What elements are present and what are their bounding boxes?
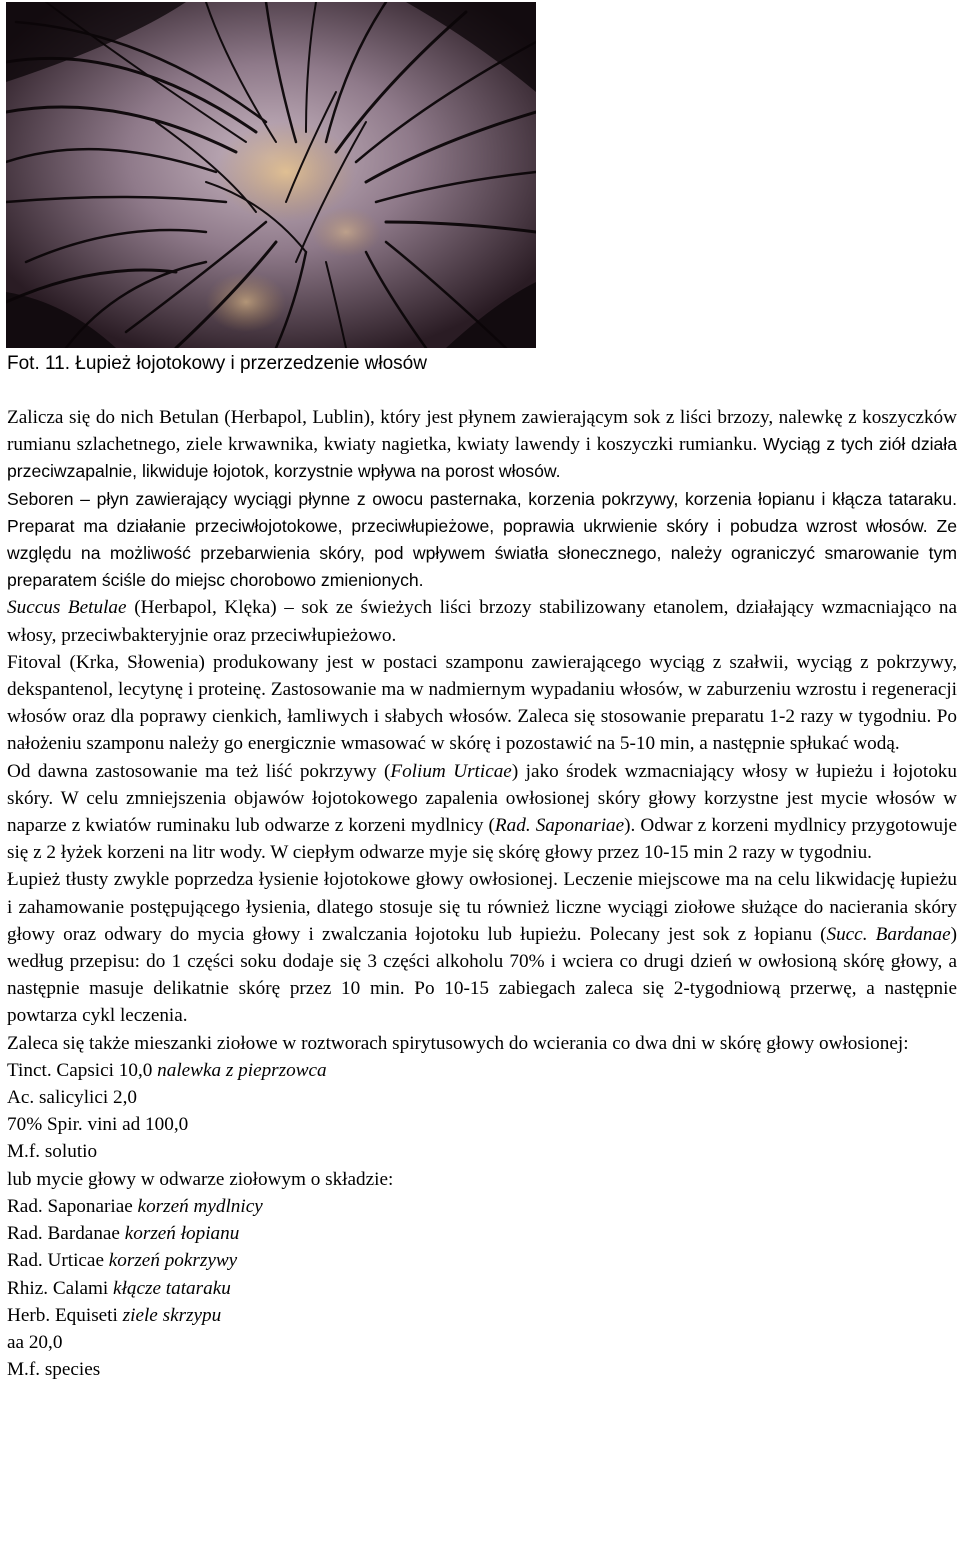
recipe-line	[7, 1275, 957, 1302]
recipe-polish: korzeń łopianu	[124, 1223, 240, 1245]
recipe-latin: Rad. Urticae	[7, 1250, 109, 1272]
recipe-latin: M.f. species	[7, 1359, 101, 1381]
recipe-polish: kłącze tataraku	[113, 1277, 231, 1299]
succus-betulae-text: (Herbapol, Klęka) – sok ze świeżych liści brzozy stabilizowany etanolem, działający wzmacniająco na włosy, przeciwbakteryjnie oraz przeciwłupieżowo.	[7, 597, 957, 646]
recipe-latin: Rad. Saponariae	[7, 1195, 138, 1217]
paragraph-seboren-part3: Ze względu na możliwość przebarwienia skóry, pod wpływem światła słonecznego, należy ograniczyć smarowanie tym preparatem ściśle do miejsc chorobowo zmienionych.	[7, 515, 957, 591]
recipe-list-1	[7, 1057, 957, 1166]
recipe-polish: korzeń pokrzywy	[108, 1250, 238, 1272]
recipe-list-2	[7, 1193, 957, 1383]
folium-urticae: Folium Urticae	[390, 760, 512, 782]
recipe-intro: lub mycie głowy w odwarze ziołowym o składzie:	[7, 1168, 394, 1190]
paragraph-seboren-part1: Seboren – płyn zawierający wyciągi płynne z owocu pasternaka, korzenia pokrzywy, korzenia łopianu i kłącza tataraku.	[7, 488, 957, 509]
recipe-line	[7, 1084, 957, 1111]
recipe-line	[7, 1138, 957, 1165]
recipe-line	[7, 1302, 957, 1329]
paragraph-betulan-part1: Zalicza się do nich Betulan (Herbapol, Lublin), który jest płynem zawierającym sok z liści brzozy, nalewkę z koszyczków rumianu szlachetnego, ziele krwawnika, kwiaty nagietka, kwiaty lawendy i koszyczki rumianku.	[7, 407, 957, 456]
recipe-polish: nalewka z pieprzowca	[157, 1059, 327, 1081]
paragraph-fitoval: Fitoval (Krka, Słowenia) produkowany jest w postaci szamponu zawierającego wyciąg z szałwii, wyciąg z pokrzywy, dekspantenol, lecytynę i proteinę. Zastosowanie ma w nadmiernym wypadaniu włosów, w zaburzeniu wzrostu i regeneracji włosów oraz dla poprawy cienkich, łamliwych i słabych włosów. Zaleca się stosowanie preparatu 1-2 razy w tygodniu. Po nałożeniu szamponu należy go energicznie wmasować w skórę i pozostawić na 5-10 min, a następnie spłukać wodą.	[7, 651, 957, 755]
recipe-line	[7, 1329, 957, 1356]
succ-bardanae: Succ. Bardanae	[826, 923, 951, 945]
recipe-latin: Rhiz. Calami	[7, 1277, 114, 1299]
figure-caption: Fot. 11. Łupież łojotokowy i przerzedzenie włosów	[7, 353, 427, 374]
paragraph-mieszanki: Zaleca się także mieszanki ziołowe w roztworach spirytusowych do wcierania co dwa dni w skórę głowy owłosionej:	[7, 1032, 909, 1054]
recipe-latin: Ac. salicylici 2,0	[7, 1087, 138, 1109]
recipe-line	[7, 1356, 957, 1383]
recipe-line	[7, 1247, 957, 1274]
scalp-photo-image	[6, 2, 536, 348]
scalp-photo	[6, 2, 536, 348]
recipe-line	[7, 1111, 957, 1138]
pokrzywa-part1: Od dawna zastosowanie ma też liść pokrzywy (	[7, 760, 391, 782]
paragraph-pokrzywa	[7, 758, 957, 867]
recipe-polish: ziele skrzypu	[122, 1304, 222, 1326]
recipe-line	[7, 1057, 957, 1084]
recipe-latin: M.f. solutio	[7, 1141, 98, 1163]
pokrzywa-part3: ). Odwar z korzeni mydlnicy przygotowuje się z 2 łyżek korzeni na litr wody. W ciepłym odwarze myje się skórę głowy przez 10-15 min 2 razy w tygodniu.	[7, 815, 957, 864]
recipe-latin: aa 20,0	[7, 1331, 63, 1353]
recipe-latin: Tinct. Capsici 10,0	[7, 1059, 158, 1081]
succus-betulae-title: Succus Betulae	[7, 597, 127, 619]
paragraph-lupiez-tlusty	[7, 866, 957, 1029]
paragraph-seboren	[7, 486, 957, 595]
recipe-polish: korzeń mydlnicy	[137, 1195, 263, 1217]
recipe-latin: 70% Spir. vini ad 100,0	[7, 1114, 189, 1136]
recipe-line	[7, 1220, 957, 1247]
lupiez-part1: Łupież tłusty zwykle poprzedza łysienie łojotokowe głowy owłosionej. Leczenie miejscowe ma na celu likwidację łupieżu i zahamowanie postępującego łysienia, dlatego stosuje się tu również liczne wyciągi ziołowe służące do nacierania skóry głowy oraz odwary do mycia głowy i zwalczania łojotoku lub łupieżu. Polecany jest sok z łopianu (	[7, 869, 957, 945]
paragraph-betulan	[7, 404, 957, 486]
paragraph-seboren-part2: Preparat ma działanie przeciwłojotokowe, przeciwłupieżowe, poprawia ukrwienie skóry i pobudza wzrost włosów.	[7, 515, 928, 536]
rad-saponariae: Rad. Saponariae	[494, 815, 625, 837]
recipe-latin: Herb. Equiseti	[7, 1304, 123, 1326]
recipe-line	[7, 1193, 957, 1220]
pokrzywa-part2: ) jako środek wzmacniający włosy w łupieżu i łojotoku skóry. W celu zmniejszenia objawów łojotokowego zapalenia owłosionej skóry głowy korzystne jest mycie włosów w naparze z kwiatów ruminaku lub odwarze z korzeni mydlnicy (	[7, 760, 957, 837]
lupiez-part2: ) według przepisu: do 1 części soku dodaje się 3 części alkoholu 70% i wciera co drugi dzień w owłosioną skórę głowy, a następnie masuje delikatnie skórę przez 10 min. Po 10-15 zabiegach zaleca się 2-tygodniową przerwę, a następnie powtarza cykl leczenia.	[7, 923, 957, 1027]
recipe-latin: Rad. Bardanae	[7, 1223, 125, 1245]
paragraph-succus-betulae	[7, 594, 957, 648]
body-text	[7, 404, 957, 1383]
paragraph-betulan-part2: Wyciąg z tych ziół działa przeciwzapalnie, likwiduje łojotok, korzystnie wpływa na porost włosów.	[7, 434, 957, 482]
